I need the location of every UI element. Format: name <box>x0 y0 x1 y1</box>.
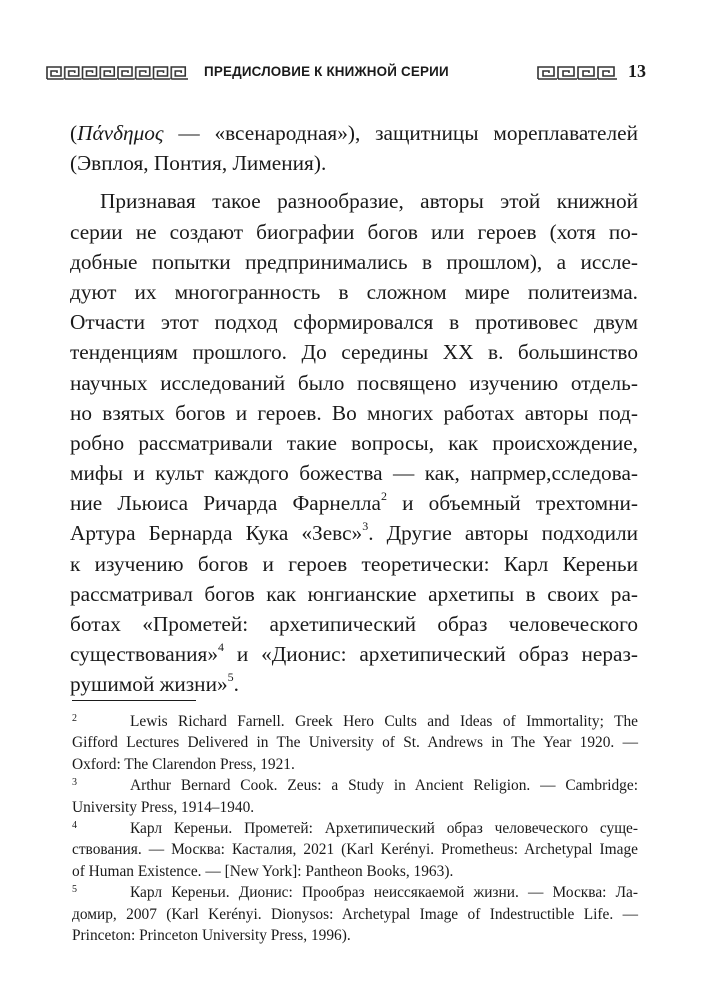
footnote-separator <box>72 700 196 701</box>
text-line: существования»$^4$ и «Дионис: архетипический образ нераз- <box>70 640 638 667</box>
page-number: 13 <box>628 61 646 81</box>
greek-key-ornament-left <box>46 66 188 80</box>
footnote-line: Arthur Bernard Cook. Zeus: a Study in Ancient Religion. — Cambridge: <box>130 777 638 795</box>
text-line: к изучению богов и героев теоретически: Карл Кереньи <box>70 551 638 576</box>
text-line: добные попытки предпринимались в прошлом), а иссле- <box>70 249 638 274</box>
text-line: рассматривал богов как юнгианские архетипы в своих ра- <box>70 581 638 606</box>
text-line: но взятых богов и героев. Во многих работах авторы под- <box>70 400 638 425</box>
text-line: Отчасти этот подход сформировался в противовес двум <box>70 310 638 335</box>
footnote-line: Карл Кереньи. Дионис: Прообраз неиссякаемой жизни. — Москва: Ла- <box>130 884 638 902</box>
text-line: ботах «Прометей: архетипический образ человеческого <box>70 612 638 636</box>
greek-key-ornament-right <box>537 66 617 80</box>
footnotes <box>72 711 638 946</box>
text-line: Артура Бернарда Кука «Зевс»$^3$. Другие авторы подходили <box>70 519 638 546</box>
text-line: дуют их многогранность в сложном мире политеизма. <box>70 279 638 304</box>
footnote-number: 3 <box>72 777 77 789</box>
footnote-line: ствования. — Москва: Касталия, 2021 (Karl Kerényi. Prometheus: Archetypal Image <box>72 841 638 859</box>
footnote-line: Princeton: Princeton University Press, 1996). <box>72 926 351 944</box>
footnote-line: University Press, 1914–1940. <box>72 798 255 816</box>
footnote-ref: 2 <box>380 489 387 504</box>
running-header <box>46 60 666 90</box>
text-line: Признавая такое разнообразие, авторы этой книжной <box>100 189 638 214</box>
footnote <box>72 882 638 946</box>
footnote-ref: 3 <box>362 519 369 534</box>
text-line: ние Льюиса Ричарда Фарнелла$^2$ и объемный трехтомни- <box>70 489 638 516</box>
footnote-line: of Human Existence. — [New York]: Pantheon Books, 1963). <box>72 862 454 880</box>
text-line: научных исследований было посвящено изучению отдель- <box>70 370 638 395</box>
text-line: серии не создают биографии богов или героев (хотя по- <box>70 219 638 244</box>
footnote <box>72 711 638 775</box>
text-line: мифы и культ каждого божества — как, напрмер,сследова- <box>70 461 638 486</box>
footnote-number: 2 <box>72 713 77 724</box>
text-line: рушимой жизни»$^5$. <box>70 670 239 697</box>
text-line: робно рассматривали такие вопросы, как происхождение, <box>70 430 638 455</box>
footnote-line: Lewis Richard Farnell. Greek Hero Cults and Ideas of Immortality; The <box>130 713 638 730</box>
footnote-line: Oxford: The Clarendon Press, 1921. <box>72 755 295 773</box>
text-line: тенденциям прошлого. До середины XX в. большинство <box>70 340 638 365</box>
body-text <box>70 118 638 700</box>
footnote-ref: 4 <box>218 640 224 655</box>
footnote-number: 5 <box>72 884 77 896</box>
greek-word: Πάνδημος <box>77 121 164 145</box>
text-line: (Эвплоя, Понтия, Лимения). <box>70 151 327 176</box>
footnote <box>72 775 638 818</box>
footnote-number: 4 <box>72 819 77 831</box>
footnote-line: Карл Кереньи. Прометей: Архетипический образ человеческого суще- <box>130 819 638 837</box>
text-line: (Πάνδημος — «всенародная»), защитницы мореплавателей <box>70 121 638 145</box>
running-head-title: ПРЕДИСЛОВИЕ К КНИЖНОЙ СЕРИИ <box>204 64 449 79</box>
footnote-line: домир, 2007 (Karl Kerényi. Dionysos: Archetypal Image of Indestructible Life. — <box>72 905 638 923</box>
footnote-ref: 5 <box>227 670 234 685</box>
footnote-line: Gifford Lectures Delivered in The University of St. Andrews in The Year 1920. — <box>72 734 638 752</box>
footnote <box>72 818 638 882</box>
